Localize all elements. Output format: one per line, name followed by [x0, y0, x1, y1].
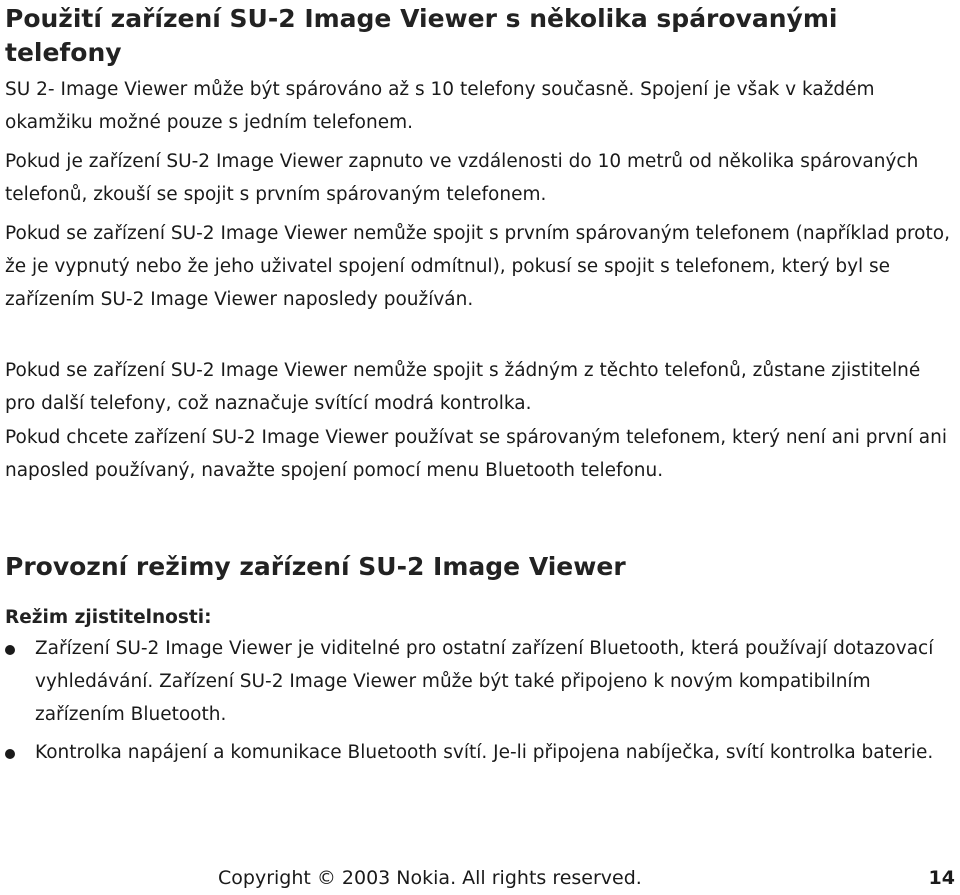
paragraph-3: Pokud se zařízení SU-2 Image Viewer nemůže spojit s prvním spárovaným telefonem (například proto, že je vypnutý nebo že jeho uživatel spojení odmítnul), pokusí se spojit s telefonem, který byl se zařízením SU-2 Image Viewer naposledy používán. — [5, 223, 950, 310]
paragraph-4: Pokud se zařízení SU-2 Image Viewer nemůže spojit s žádným z těchto telefonů, zůstane zjistitelné pro další telefony, což naznačuje svítící modrá kontrolka. — [5, 360, 921, 414]
page-heading: Použití zařízení SU-2 Image Viewer s několika spárovanými telefony — [5, 4, 838, 67]
subheading: Režim zjistitelnosti: — [5, 607, 212, 628]
section-heading: Provozní režimy zařízení SU-2 Image Viewer — [5, 552, 626, 581]
paragraph-1: SU 2- Image Viewer může být spárováno až s 10 telefony současně. Spojení je však v každém okamžiku možné pouze s jedním telefonem. — [5, 79, 875, 133]
paragraph-2: Pokud je zařízení SU-2 Image Viewer zapnuto ve vzdálenosti do 10 metrů od několika spárovaných telefonů, zkouší se spojit s prvním spárovaným telefonem. — [5, 151, 919, 205]
bullet-text: Zařízení SU-2 Image Viewer je viditelné pro ostatní zařízení Bluetooth, která používají dotazovací vyhledávání. Zařízení SU-2 Image Viewer může být také připojeno k novým kompatibilním zařízením Bluetooth. — [35, 638, 934, 725]
page-number: 14 — [928, 867, 955, 889]
footer-copyright: Copyright © 2003 Nokia. All rights reserved. — [218, 867, 642, 889]
bullet-icon — [5, 749, 15, 759]
document-page — [5, 0, 955, 895]
paragraph-5: Pokud chcete zařízení SU-2 Image Viewer používat se spárovaným telefonem, který není ani první ani naposled používaný, navažte spojení pomocí menu Bluetooth telefonu. — [5, 427, 948, 481]
bullet-text: Kontrolka napájení a komunikace Bluetooth svítí. Je-li připojena nabíječka, svítí kontrolka baterie. — [35, 742, 934, 763]
bullet-icon — [5, 645, 15, 655]
